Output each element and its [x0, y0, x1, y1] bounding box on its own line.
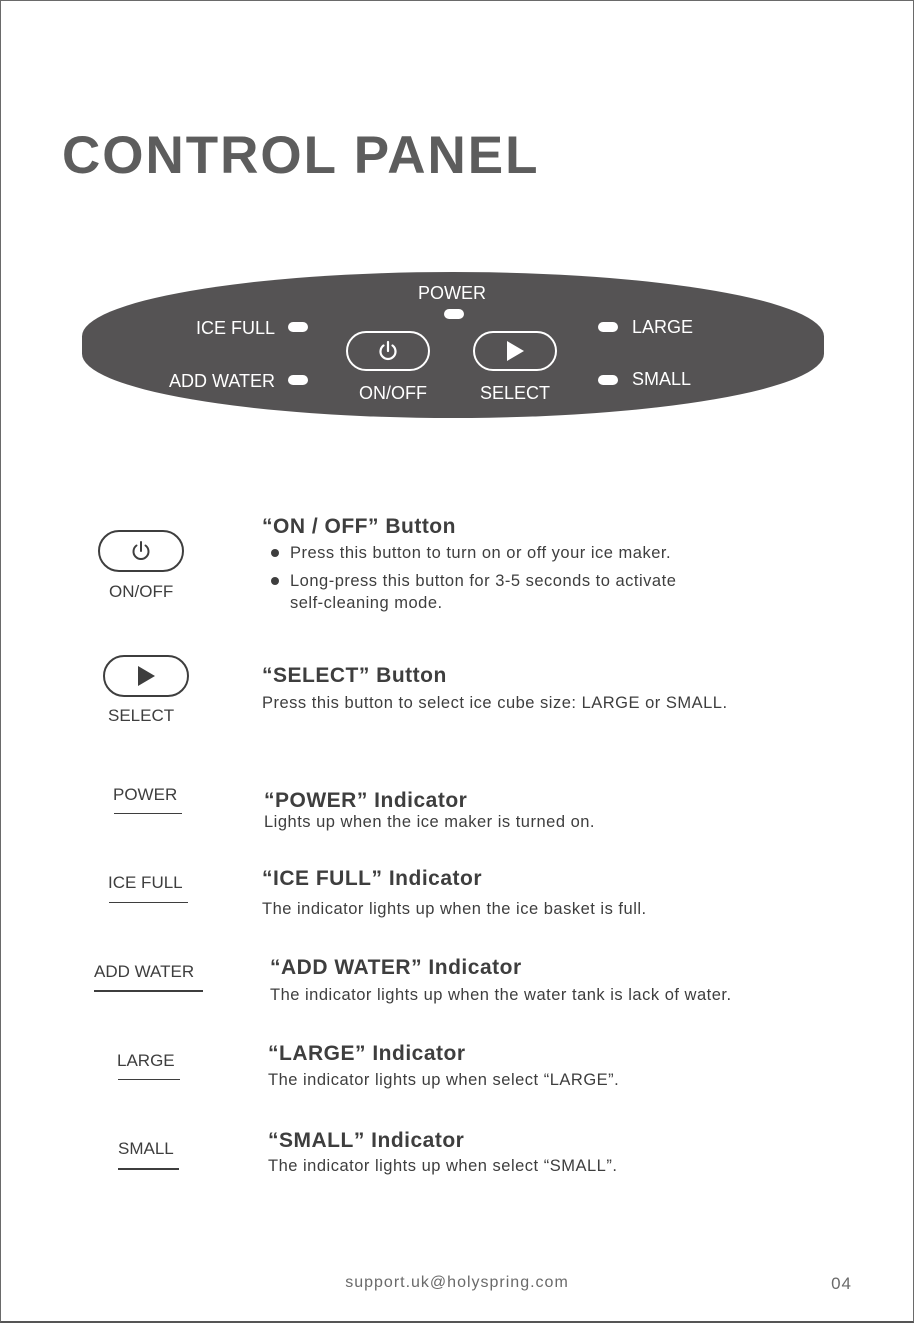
heading-on-off: “ON / OFF” Button	[262, 515, 456, 538]
desc-small: The indicator lights up when select “SMALL”.	[268, 1157, 618, 1175]
heading-ice-full: “ICE FULL” Indicator	[262, 867, 482, 890]
add-water-led	[288, 375, 308, 385]
play-icon	[504, 340, 526, 362]
power-icon	[129, 539, 153, 563]
key-underline-large	[118, 1079, 180, 1080]
desc-on-off-1: Press this button to turn on or off your ice maker.	[290, 544, 672, 562]
bullet-icon	[271, 577, 279, 585]
key-label-large: LARGE	[117, 1051, 175, 1070]
power-led	[444, 309, 464, 319]
key-underline-ice-full	[109, 902, 188, 903]
play-icon	[135, 665, 157, 687]
key-label-power: POWER	[113, 785, 178, 804]
ice-full-led	[288, 322, 308, 332]
key-underline-power	[114, 813, 182, 814]
panel-label-ice-full: ICE FULL	[196, 318, 276, 338]
key-underline-add-water	[94, 990, 203, 992]
panel-select-button[interactable]	[473, 331, 557, 371]
heading-power: “POWER” Indicator	[264, 789, 468, 812]
desc-on-off-3: self-cleaning mode.	[290, 594, 443, 612]
desc-large: The indicator lights up when select “LARGE”.	[268, 1071, 620, 1089]
page-number: 04	[831, 1274, 852, 1293]
panel-label-select: SELECT	[480, 383, 551, 403]
desc-add-water: The indicator lights up when the water tank is lack of water.	[270, 986, 732, 1004]
control-panel	[82, 272, 824, 418]
key-label-on-off: ON/OFF	[109, 582, 174, 601]
page-title: CONTROL PANEL	[62, 126, 540, 185]
panel-label-large: LARGE	[632, 317, 694, 337]
desc-on-off-2: Long-press this button for 3-5 seconds to activate	[290, 572, 677, 590]
key-label-ice-full: ICE FULL	[108, 873, 183, 892]
heading-add-water: “ADD WATER” Indicator	[270, 956, 522, 979]
key-underline-small	[118, 1168, 179, 1170]
desc-select: Press this button to select ice cube size: LARGE or SMALL.	[262, 694, 728, 712]
key-on-off-button	[98, 530, 184, 572]
heading-large: “LARGE” Indicator	[268, 1042, 466, 1065]
desc-power: Lights up when the ice maker is turned on.	[264, 813, 596, 831]
key-label-small: SMALL	[118, 1139, 174, 1158]
small-led	[598, 375, 618, 385]
panel-label-power: POWER	[418, 283, 487, 303]
heading-select: “SELECT” Button	[262, 664, 447, 687]
panel-label-small: SMALL	[632, 369, 692, 389]
footer-email: support.uk@holyspring.com	[345, 1274, 569, 1291]
panel-label-add-water: ADD WATER	[169, 371, 275, 391]
bullet-icon	[271, 549, 279, 557]
panel-label-on-off: ON/OFF	[359, 383, 427, 403]
large-led	[598, 322, 618, 332]
key-label-select: SELECT	[108, 706, 175, 725]
desc-ice-full: The indicator lights up when the ice basket is full.	[262, 900, 647, 918]
key-label-add-water: ADD WATER	[94, 962, 195, 981]
power-icon	[376, 339, 400, 363]
panel-on-off-button[interactable]	[346, 331, 430, 371]
heading-small: “SMALL” Indicator	[268, 1129, 465, 1152]
key-select-button	[103, 655, 189, 697]
